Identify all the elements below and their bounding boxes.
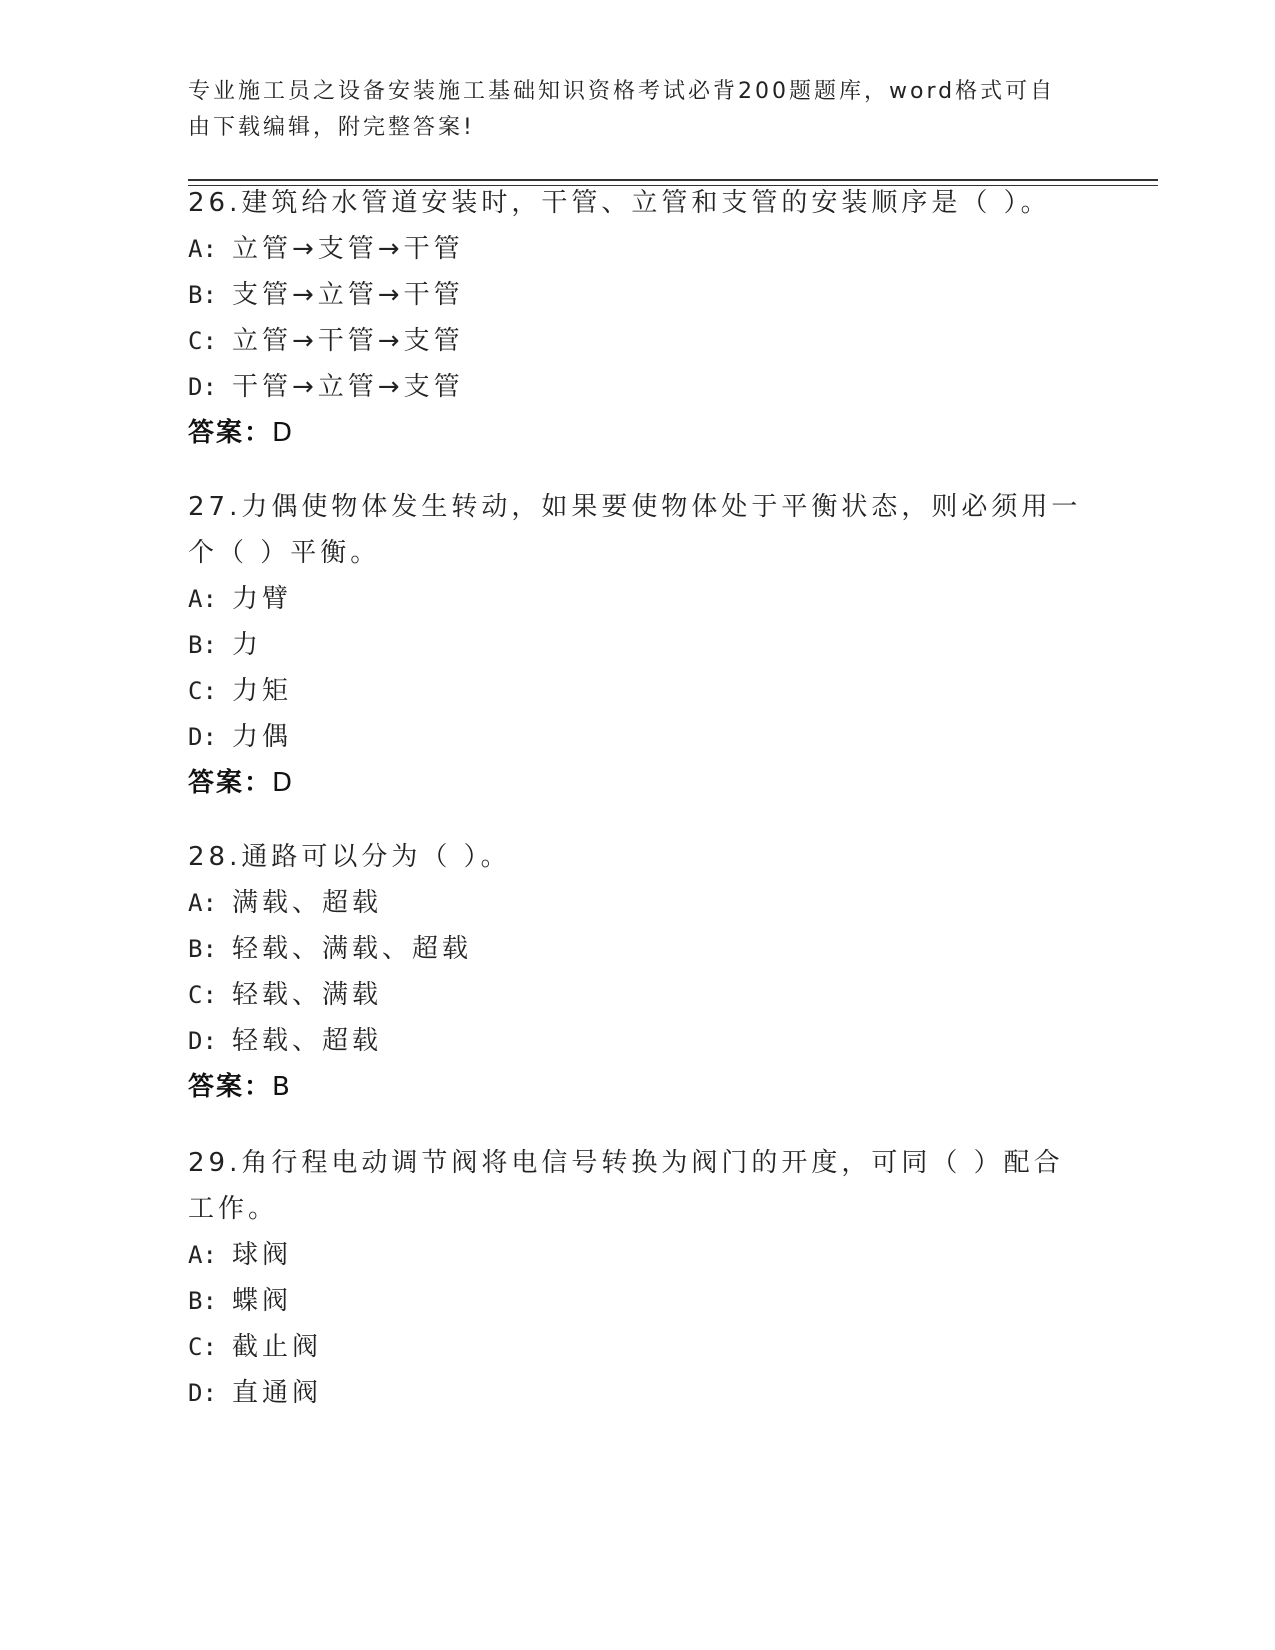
option-d [188,364,1088,410]
option-text: 立管→干管→支管 [232,326,464,356]
option-c [188,668,1088,714]
answer-value: D [272,418,295,448]
option-text: 轻载、超载 [232,1026,383,1056]
option-letter: D: [188,723,217,751]
option-letter: A: [188,585,217,613]
option-letter: D: [188,1027,217,1055]
option-a [188,1232,1088,1278]
option-c [188,972,1088,1018]
option-text: 轻载、满载 [232,980,383,1010]
option-letter: C: [188,677,217,705]
answer-line [188,410,1088,456]
question-26 [188,180,1088,456]
option-d [188,714,1088,760]
answer-line [188,760,1088,806]
answer-line [188,1064,1088,1110]
option-text: 满载、超载 [232,888,383,918]
option-text: 立管→支管→干管 [232,234,464,264]
option-text: 截止阀 [232,1332,323,1362]
option-text: 支管→立管→干管 [232,280,464,310]
question-29 [188,1140,1088,1416]
answer-label: 答案： [188,418,273,448]
option-text: 直通阀 [232,1378,323,1408]
answer-value: B [272,1072,292,1102]
option-text: 轻载、满载、超载 [232,934,473,964]
document-header: 专业施工员之设备安装施工基础知识资格考试必背200题题库，word格式可自由下载编辑，附完整答案! [188,79,1056,140]
option-text: 力 [232,630,263,660]
question-title: 28.通路可以分为（ ）。 [188,842,511,872]
option-b [188,1278,1088,1324]
option-text: 干管→立管→支管 [232,372,464,402]
option-letter: C: [188,327,217,355]
option-d [188,1018,1088,1064]
option-text: 力臂 [232,584,293,614]
option-letter: A: [188,1241,217,1269]
option-b [188,272,1088,318]
option-letter: B: [188,281,217,309]
option-text: 力偶 [232,722,293,752]
option-letter: B: [188,1287,217,1315]
answer-value: D [272,768,295,798]
option-c [188,1324,1088,1370]
option-letter: D: [188,373,217,401]
option-b [188,622,1088,668]
question-title: 29.角行程电动调节阀将电信号转换为阀门的开度，可同（ ）配合工作。 [188,1148,1064,1224]
option-d [188,1370,1088,1416]
option-a [188,880,1088,926]
question-title: 27.力偶使物体发生转动，如果要使物体处于平衡状态，则必须用一个（ ）平衡。 [188,492,1082,568]
option-a [188,226,1088,272]
option-letter: B: [188,935,217,963]
option-letter: A: [188,235,217,263]
option-letter: B: [188,631,217,659]
option-text: 球阀 [232,1240,293,1270]
option-letter: D: [188,1379,217,1407]
option-letter: C: [188,1333,217,1361]
question-title: 26.建筑给水管道安装时，干管、立管和支管的安装顺序是（ ）。 [188,188,1051,218]
answer-label: 答案： [188,768,273,798]
option-letter: C: [188,981,217,1009]
question-28 [188,834,1088,1110]
option-b [188,926,1088,972]
option-text: 力矩 [232,676,293,706]
option-c [188,318,1088,364]
answer-label: 答案： [188,1072,273,1102]
question-27 [188,484,1088,806]
option-letter: A: [188,889,217,917]
option-a [188,576,1088,622]
option-text: 蝶阀 [232,1286,293,1316]
